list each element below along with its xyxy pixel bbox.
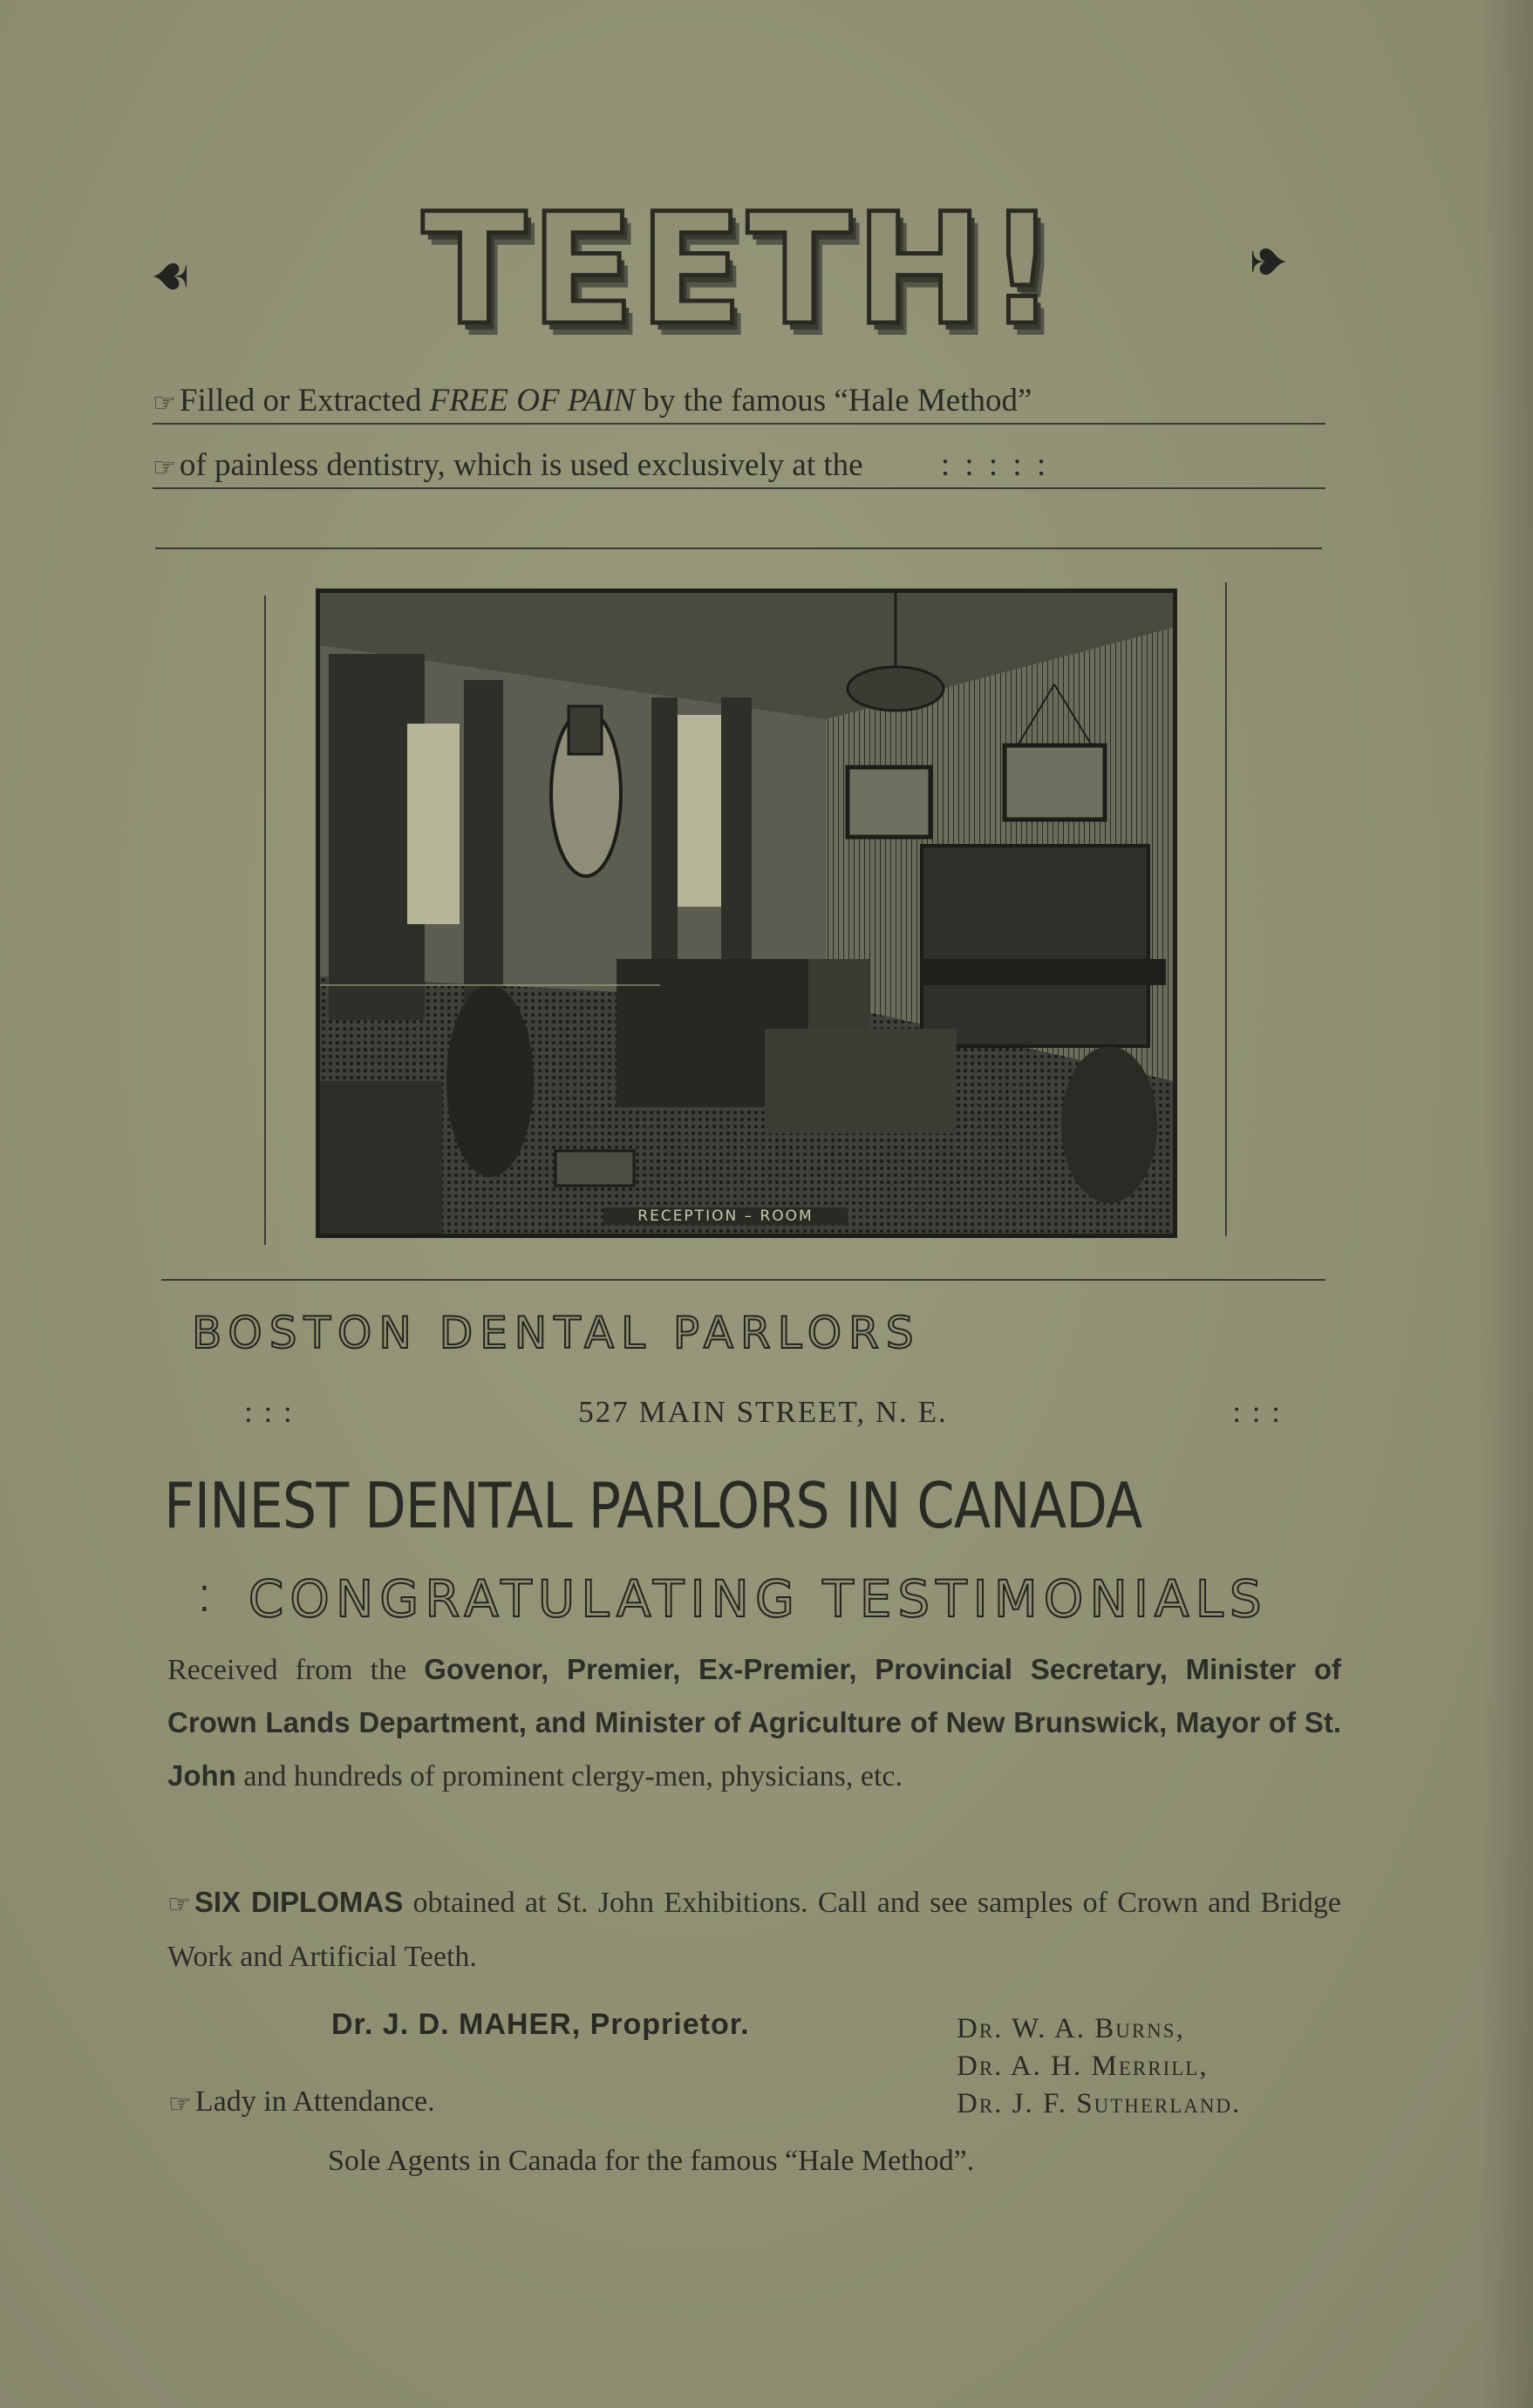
testimonials-officials: Govenor, Premier, Ex-Premier, Provincial Secretary, Minister of Crown Lands Department, and Minister of Agriculture of New Brunswick, Mayor of St. John — [167, 1653, 1341, 1792]
divider-rule — [155, 548, 1322, 549]
testimonials-lead: Received from the — [167, 1654, 407, 1686]
spade-ornament-right-icon: ♠ — [1240, 247, 1302, 276]
spade-ornament-left-icon: ♠ — [137, 262, 199, 291]
page-edge-shadow — [1481, 0, 1533, 2408]
frame-line-left — [264, 595, 266, 1245]
address-colons-left: : : : — [244, 1395, 294, 1429]
diplomas-description: obtained at St. John Exhibitions. Call and see samples of Crown and Bridge Work and Artificial Teeth. — [167, 1887, 1341, 1974]
intro-line-2 — [153, 446, 1325, 489]
testimonials-paragraph — [167, 1643, 1341, 1803]
doctor-name: Dr. W. A. Burns, — [957, 2013, 1185, 2044]
intro-line-1-text: Filled or Extracted — [179, 383, 422, 418]
sole-agents: Sole Agents in Canada for the famous “Hale Method”. — [328, 2145, 975, 2177]
tagline: FINEST DENTAL PARLORS IN CANADA — [164, 1469, 1142, 1542]
intro-line-2-colons: : : : : : — [940, 447, 1050, 483]
doctor-name: Dr. J. F. Sutherland. — [957, 2088, 1242, 2119]
pointing-hand-icon: ☞ — [167, 1889, 191, 1921]
six-diplomas-text: SIX DIPLOMAS — [194, 1886, 404, 1918]
lady-attendance-text: Lady in Attendance. — [194, 2085, 435, 2118]
doctor-name: Dr. A. H. Merrill, — [957, 2051, 1209, 2082]
engraving-caption: RECEPTION – ROOM — [603, 1207, 848, 1225]
testimonials-title: CONGRATULATING TESTIMONIALS — [248, 1569, 1268, 1629]
testimonials-heading — [199, 1569, 1268, 1629]
divider-rule — [161, 1279, 1325, 1281]
pointing-hand-icon: ☞ — [153, 388, 176, 419]
reception-room-engraving — [316, 588, 1177, 1238]
proprietor: Dr. J. D. MAHER, Proprietor. — [331, 2008, 750, 2041]
testimonials-tail: and hundreds of prominent clergy-men, physicians, etc. — [243, 1760, 903, 1792]
diplomas-paragraph — [167, 1876, 1341, 1983]
street-address: 527 MAIN STREET, N. E. — [578, 1395, 948, 1429]
intro-line-1-method: by the famous “Hale Method” — [643, 383, 1032, 418]
address-line — [244, 1395, 1282, 1430]
headline: TEETH! — [421, 180, 1061, 359]
pointing-hand-icon: ☞ — [153, 452, 176, 484]
intro-line-2-text: of painless dentistry, which is used exclusively at the — [179, 447, 863, 483]
frame-line-right — [1225, 582, 1227, 1236]
free-of-pain-text: FREE OF PAIN — [429, 383, 636, 418]
doctors-list — [957, 2010, 1241, 2123]
colon-ornament-icon: ⁚ — [199, 1579, 210, 1619]
lady-attendance — [168, 2085, 435, 2119]
address-colons-right: : : : — [1232, 1395, 1282, 1429]
business-name: BOSTON DENTAL PARLORS — [192, 1308, 921, 1358]
intro-line-1 — [153, 382, 1325, 425]
pointing-hand-icon: ☞ — [168, 2088, 192, 2119]
